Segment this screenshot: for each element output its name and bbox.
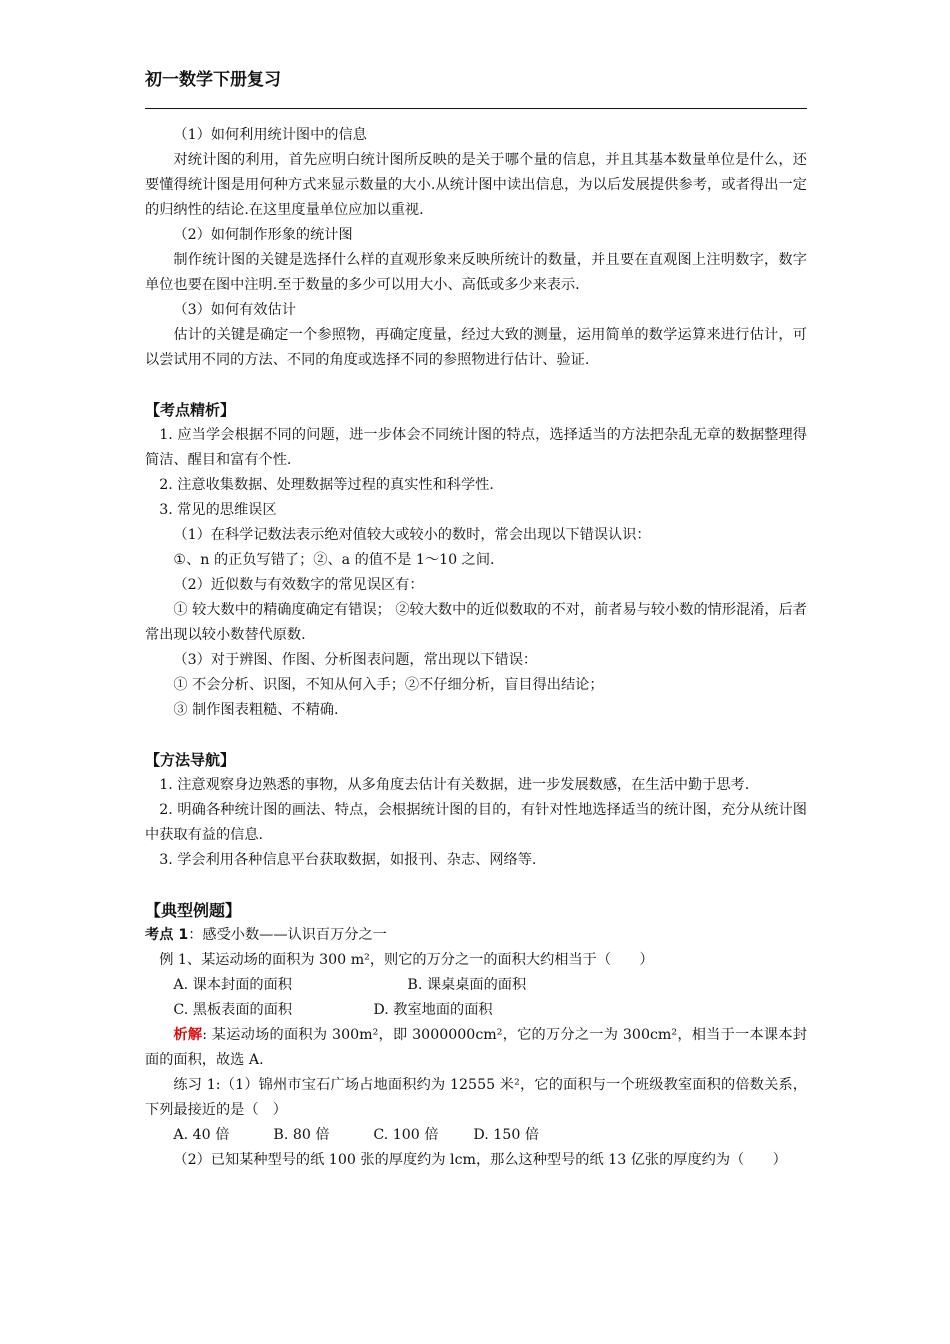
kaodian-sub-3: （3）对于辨图、作图、分析图表问题，常出现以下错误： bbox=[173, 652, 538, 668]
kaodian-item-1: 1. 应当学会根据不同的问题，进一步体会不同统计图的特点，选择适当的方法把杂乱无章的数据整理得简洁、醒目和富有个性. bbox=[145, 427, 807, 468]
intro-q3-body: 估计的关键是确定一个参照物，再确定度量，经过大致的测量，运用简单的数学运算来进行估计，可以尝试用不同的方法、不同的角度或选择不同的参照物进行估计、验证. bbox=[145, 327, 807, 368]
option-b: B. 课桌桌面的面积 bbox=[407, 977, 527, 993]
practice-option-c: C. 100 倍 bbox=[373, 1127, 439, 1143]
analysis-label: 析解 bbox=[173, 1027, 203, 1043]
header-divider bbox=[145, 108, 807, 109]
kaodian-sub-2: （2）近似数与有效数字的常见误区有： bbox=[173, 577, 424, 593]
intro-q1-title: （1）如何利用统计图中的信息 bbox=[173, 127, 367, 143]
fangfa-item-2: 2. 明确各种统计图的画法、特点，会根据统计图的目的，有针对性地选择适当的统计图，充分从统计图中获取有益的信息. bbox=[145, 802, 807, 843]
analysis-text: : 某运动场的面积为 300m²，即 3000000cm²，它的万分之一为 300cm²，相当于一本课本封面的面积，故选 A. bbox=[145, 1027, 807, 1068]
kaodian-item-2: 2. 注意收集数据、处理数据等过程的真实性和科学性. bbox=[159, 477, 494, 493]
practice-option-a: A. 40 倍 bbox=[173, 1127, 230, 1143]
fangfa-item-3: 3. 学会利用各种信息平台获取数据，如报刊、杂志、网络等. bbox=[159, 852, 537, 868]
practice-1-options bbox=[145, 1123, 807, 1148]
example-1: 例 1、某运动场的面积为 300 m²，则它的万分之一的面积大约相当于（ ） bbox=[159, 952, 654, 968]
kaodian-heading: 【考点精析】 bbox=[145, 401, 236, 419]
analysis-paragraph bbox=[145, 1023, 807, 1073]
intro-q1-body: 对统计图的利用，首先应明白统计图所反映的是关于哪个量的信息，并且其基本数量单位是什么，还要懂得统计图是用何种方式来显示数量的大小.从统计图中读出信息，为以后发展提供参考，或者得出一定的归纳性的结论.在这里度量单位应加以重视. bbox=[145, 152, 807, 218]
practice-1: 练习 1:（1）锦州市宝石广场占地面积约为 12555 米²，它的面积与一个班级教室面积的倍数关系，下列最接近的是（ ） bbox=[145, 1077, 807, 1118]
kaodian-1-line bbox=[145, 923, 807, 948]
document-page bbox=[145, 60, 807, 1173]
option-c: C. 黑板表面的面积 bbox=[173, 1002, 293, 1018]
kaodian-1-text: ：感受小数——认识百万分之一 bbox=[188, 927, 387, 943]
spacer bbox=[145, 723, 807, 748]
intro-q2-body: 制作统计图的关键是选择什么样的直观形象来反映所统计的数量，并且要在直观图上注明数字，数字单位也要在图中注明.至于数量的多少可以用大小、高低或多少来表示. bbox=[145, 252, 807, 293]
spacer bbox=[145, 873, 807, 898]
option-d: D. 教室地面的面积 bbox=[373, 1002, 493, 1018]
intro-q3-title: （3）如何有效估计 bbox=[173, 302, 296, 318]
kaodian-sub-3-detail-2: ③ 制作图表粗糙、不精确. bbox=[173, 702, 339, 718]
kaodian-sub-1: （1）在科学记数法表示绝对值较大或较小的数时，常会出现以下错误认识： bbox=[173, 527, 651, 543]
spacer bbox=[145, 373, 807, 398]
practice-option-d: D. 150 倍 bbox=[473, 1127, 540, 1143]
practice-option-b: B. 80 倍 bbox=[273, 1127, 330, 1143]
kaodian-sub-1-detail: ①、n 的正负写错了；②、a 的值不是 1～10 之间. bbox=[173, 552, 495, 568]
fangfa-heading: 【方法导航】 bbox=[145, 751, 236, 769]
intro-q2-title: （2）如何制作形象的统计图 bbox=[173, 227, 353, 243]
fangfa-item-1: 1. 注意观察身边熟悉的事物，从多角度去估计有关数据，进一步发展数感，在生活中勤于思考. bbox=[159, 777, 750, 793]
practice-2: （2）已知某种型号的纸 100 张的厚度约为 lcm，那么这种型号的纸 13 亿张的厚度约为（ ） bbox=[173, 1152, 787, 1168]
example-1-options-cd bbox=[145, 998, 807, 1023]
dianxing-heading: 【典型例题】 bbox=[145, 901, 242, 920]
example-1-options-ab bbox=[145, 973, 807, 998]
kaodian-item-3: 3. 常见的思维误区 bbox=[159, 502, 277, 518]
kaodian-1-label: 考点 1 bbox=[145, 927, 189, 943]
page-title: 初一数学下册复习 bbox=[145, 70, 281, 90]
kaodian-sub-3-detail-1: ① 不会分析、识图，不知从何入手；②不仔细分析，盲目得出结论； bbox=[173, 677, 604, 693]
option-a: A. 课本封面的面积 bbox=[173, 977, 292, 993]
kaodian-sub-2-detail: ① 较大数中的精确度确定有错误； ②较大数中的近似数取的不对，前者易与较小数的情形混淆，后者常出现以较小数替代原数. bbox=[145, 602, 807, 643]
